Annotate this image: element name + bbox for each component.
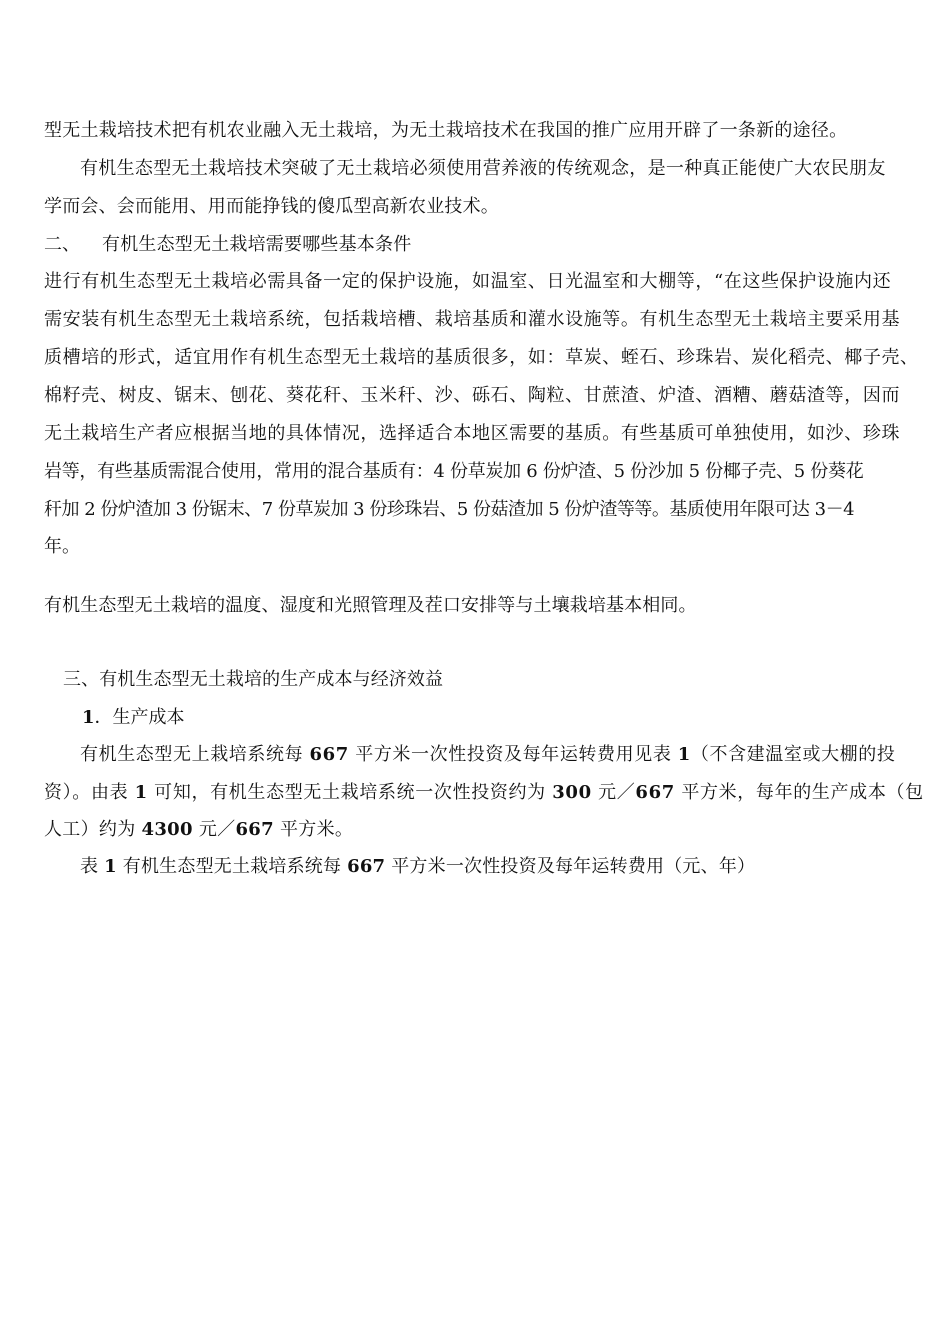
caption-text: 有机生态型无土栽培系统每 (116, 856, 348, 877)
cost-text: 元／ (192, 819, 236, 840)
cost-text: 资）。由表 (44, 782, 135, 803)
caption-number: 1 (104, 856, 117, 877)
paragraph-cost-line-3 (44, 818, 353, 842)
paragraph-intro-end: 型无土栽培技术把有机农业融入无土栽培，为无土栽培技术在我国的推广应用开辟了一条新的途径。 (44, 120, 848, 141)
caption-text: 表 (80, 856, 105, 877)
cost-number: 300 (552, 782, 592, 803)
paragraph-management: 有机生态型无土栽培的温度、湿度和光照管理及茬口安排等与土壤栽培基本相同。 (44, 595, 697, 616)
paragraph-conditions-line-2: 需安装有机生态型无土栽培系统，包括栽培槽、栽培基质和灌水设施等。有机生态型无土栽培主要采用基 (44, 309, 901, 330)
cost-text: 元／ (591, 782, 636, 803)
cost-text: 可知，有机生态型无土栽培系统一次性投资约为 (147, 782, 553, 803)
section-3-heading: 三、有机生态型无土栽培的生产成本与经济效益 (63, 669, 444, 690)
cost-text: （不含建温室或大棚的投 (690, 744, 896, 765)
cost-text: 平方米。 (273, 819, 354, 840)
table-1-caption (80, 855, 755, 879)
subsection-1-title: ．生产成本 (94, 707, 185, 728)
cost-number: 667 (235, 819, 274, 840)
section-2-heading (44, 233, 411, 257)
cost-number: 667 (635, 782, 675, 803)
cost-text: 人工）约为 (44, 819, 142, 840)
cost-number: 667 (309, 744, 349, 765)
subsection-1-number: 1 (82, 707, 95, 728)
paragraph-conditions-line-3: 质槽培的形式，适宜用作有机生态型无土栽培的基质很多，如：草炭、蛭石、珍珠岩、炭化稻壳、椰子壳、 (44, 347, 919, 368)
subsection-1-heading (82, 706, 185, 730)
paragraph-conditions-line-4: 棉籽壳、树皮、锯末、刨花、葵花秆、玉米秆、沙、砾石、陶粒、甘蔗渣、炉渣、酒糟、蘑菇渣等，因而 (44, 385, 901, 406)
paragraph-conditions-line-6: 岩等，有些基质需混合使用，常用的混合基质有：4 份草炭加 6 份炉渣、5 份沙加 5 份椰子壳、5 份葵花 (44, 461, 864, 482)
paragraph-breakthrough-line-2: 学而会、会而能用、用而能挣钱的傻瓜型高新农业技术。 (44, 196, 499, 217)
paragraph-conditions-line-7: 秆加 2 份炉渣加 3 份锯末、7 份草炭加 3 份珍珠岩、5 份菇渣加 5 份炉渣等等。基质使用年限可达 3－4 (44, 499, 855, 520)
paragraph-conditions-line-8: 年。 (44, 536, 80, 557)
section-2-title: 有机生态型无土栽培需要哪些基本条件 (102, 234, 412, 255)
caption-text: 平方米一次性投资及每年运转费用（元、年） (385, 856, 756, 877)
cost-number: 4300 (141, 819, 193, 840)
paragraph-breakthrough-line-1: 有机生态型无土栽培技术突破了无土栽培必须使用营养液的传统观念，是一种真正能使广大农民朋友 (80, 158, 886, 179)
cost-number: 1 (677, 744, 691, 765)
paragraph-cost-line-1 (80, 743, 895, 767)
caption-number: 667 (347, 856, 386, 877)
section-2-number: 二、 (44, 234, 80, 255)
paragraph-conditions-line-5: 无土栽培生产者应根据当地的具体情况，选择适合本地区需要的基质。有些基质可单独使用，如沙、珍珠 (44, 423, 901, 444)
cost-number: 1 (134, 782, 148, 803)
cost-text: 平方米一次性投资及每年运转费用见表 (348, 744, 678, 765)
paragraph-cost-line-2 (44, 781, 924, 805)
cost-text: 有机生态型无上栽培系统每 (80, 744, 310, 765)
cost-text: 平方米，每年的生产成本（包 (674, 782, 924, 803)
paragraph-conditions-line-1: 进行有机生态型无土栽培必需具备一定的保护设施，如温室、日光温室和大棚等，“在这些保护设施内还 (44, 271, 892, 292)
